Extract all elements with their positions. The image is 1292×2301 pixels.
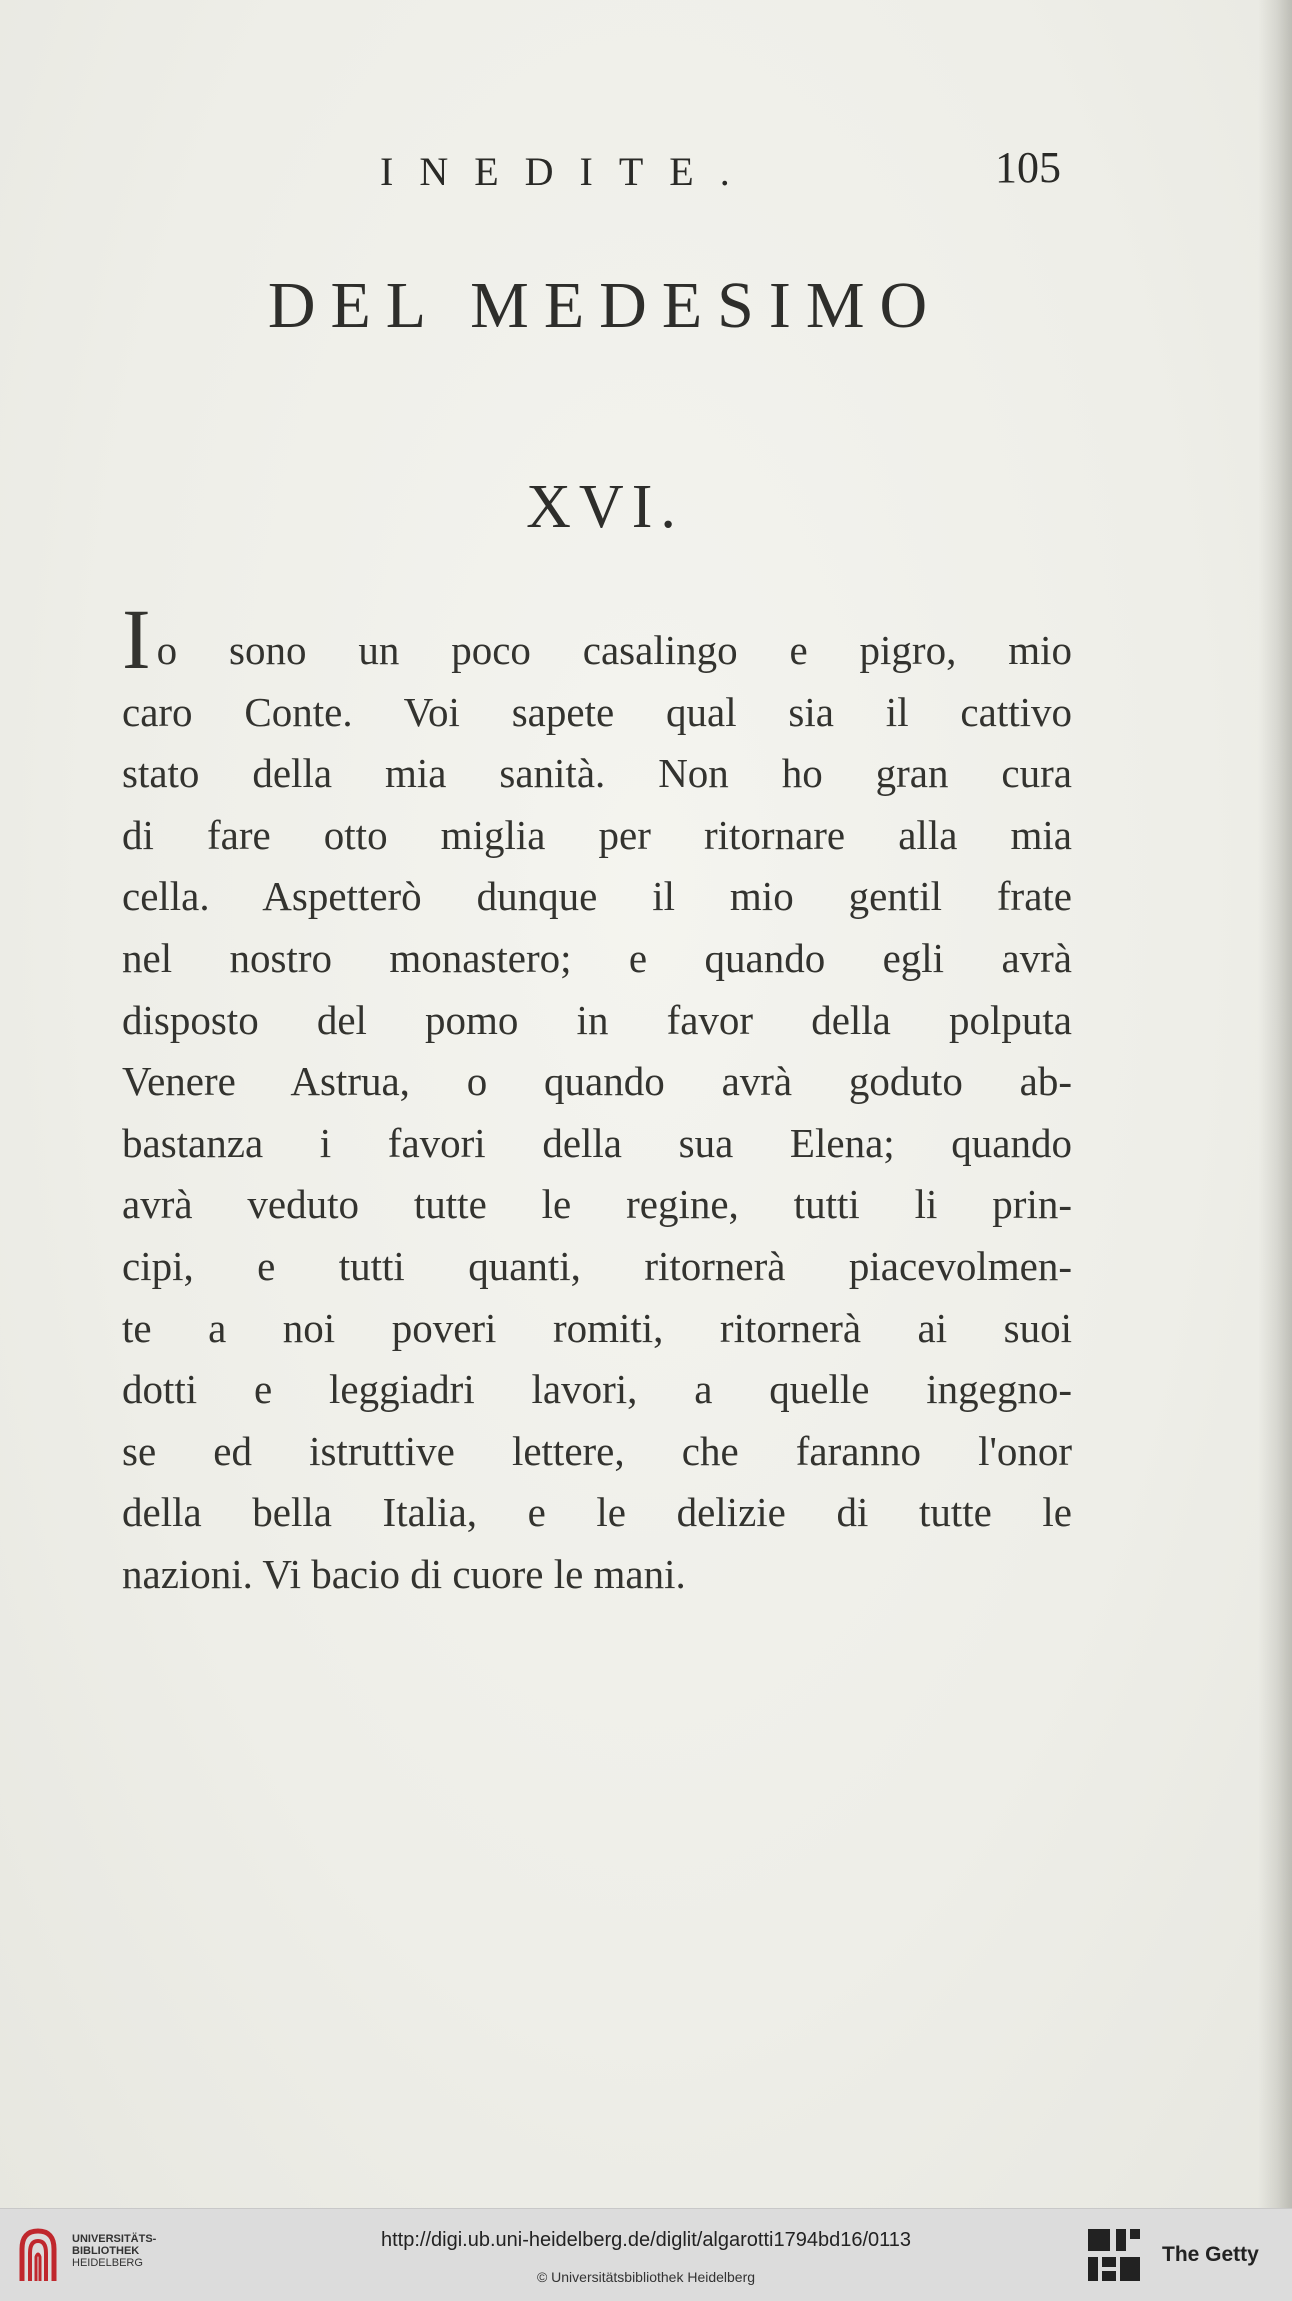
- body-line-9: bastanza i favori della sua Elena; quando: [122, 1119, 1072, 1166]
- drop-cap: I: [122, 591, 151, 687]
- page-number: 105: [995, 143, 1061, 192]
- body-line-13: dotti e leggiadri lavori, a quelle ingegno-: [122, 1366, 1072, 1413]
- body-line-11: cipi, e tutti quanti, ritornerà piacevolmen-: [122, 1242, 1072, 1289]
- library-name-line-1: UNIVERSITÄTS-: [72, 2233, 157, 2245]
- body-line-16: nazioni. Vi bacio di cuore le mani.: [122, 1550, 686, 1597]
- getty-logo-icon[interactable]: [1086, 2227, 1142, 2283]
- library-name-line-3: HEIDELBERG: [72, 2257, 143, 2269]
- letter-number: XVI.: [526, 473, 684, 541]
- section-title: DEL MEDESIMO: [267, 269, 943, 342]
- body-line-15: della bella Italia, e le delizie di tutte le: [122, 1489, 1072, 1536]
- body-line-8: Venere Astrua, o quando avrà goduto ab-: [122, 1058, 1072, 1105]
- body-line-6: nel nostro monastero; e quando egli avrà: [122, 934, 1072, 981]
- body-line-7: disposto del pomo in favor della polputa: [122, 996, 1072, 1043]
- getty-name: The Getty: [1162, 2243, 1259, 2266]
- body-line-1: [122, 591, 1072, 687]
- running-head: INEDITE.: [380, 149, 756, 194]
- body-line-14: se ed istruttive lettere, che faranno l'onor: [122, 1427, 1072, 1474]
- body-line-12: te a noi poveri romiti, ritornerà ai suoi: [122, 1304, 1072, 1351]
- body-line-3: stato della mia sanità. Non ho gran cura: [122, 750, 1072, 797]
- body-line-4: di fare otto miglia per ritornare alla mia: [122, 811, 1072, 858]
- spine-shadow: [1258, 0, 1292, 2208]
- library-name-line-2: BIBLIOTHEK: [72, 2245, 140, 2257]
- line-text: o sono un poco casalingo e pigro, mio: [156, 627, 1072, 673]
- viewer-footer: [0, 2208, 1292, 2301]
- body-line-2: caro Conte. Voi sapete qual sia il cattivo: [122, 688, 1072, 735]
- body-line-5: cella. Aspetterò dunque il mio gentil frate: [122, 873, 1072, 920]
- permalink-url[interactable]: http://digi.ub.uni-heidelberg.de/diglit/algarotti1794bd16/0113: [380, 2229, 912, 2251]
- copyright-notice: © Universitätsbibliothek Heidelberg: [536, 2269, 756, 2285]
- body-line-10: avrà veduto tutte le regine, tutti li prin-: [122, 1181, 1072, 1228]
- letter-body: [122, 591, 1072, 1606]
